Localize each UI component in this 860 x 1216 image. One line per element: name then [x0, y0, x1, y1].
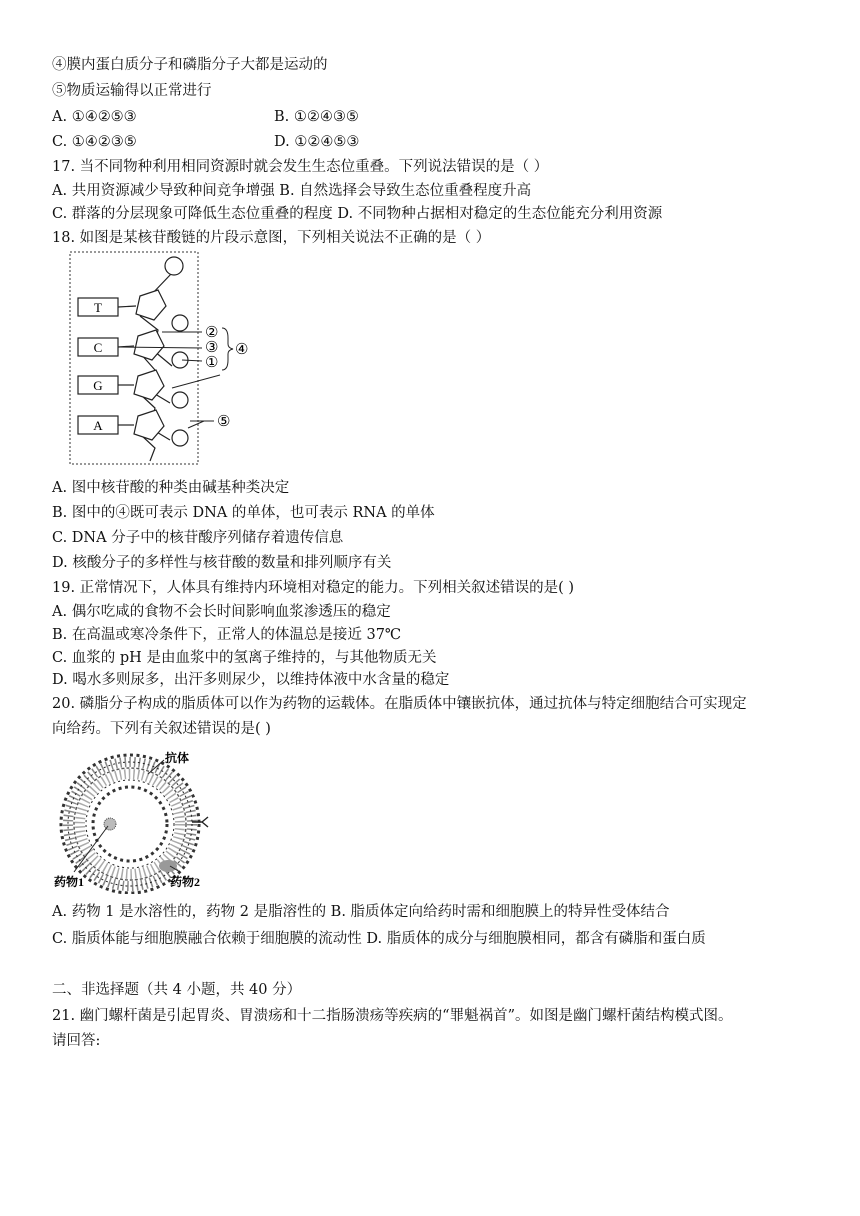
liposome-figure [52, 748, 222, 894]
base-label: G [93, 378, 103, 393]
label-antibody: 抗体 [165, 751, 190, 765]
q17-options-cd: C. 群落的分层现象可降低生态位重叠的程度 D. 不同物种占据相对稳定的生态位能充分利用资源 [52, 206, 663, 222]
q18-option-d: D. 核酸分子的多样性与核苷酸的数量和排列顺序有关 [52, 555, 392, 571]
q16-option-d: D. ①②④⑤③ [274, 134, 360, 150]
q19-option-c: C. 血浆的 pH 是由血浆中的氢离子维持的，与其他物质无关 [52, 650, 437, 666]
q19-option-a: A. 偶尔吃咸的食物不会长时间影响血浆渗透压的稳定 [52, 604, 391, 620]
statement-5: ⑤物质运输得以正常进行 [52, 83, 212, 99]
label-4: ④ [235, 342, 249, 358]
q20-options-ab: A. 药物 1 是水溶性的，药物 2 是脂溶性的 B. 脂质体定向给药时需和细胞膜上的特异性受体结合 [52, 904, 670, 920]
q21-stem-line2: 请回答: [52, 1033, 101, 1049]
q19-stem: 19. 正常情况下，人体具有维持内环境相对稳定的能力。下列相关叙述错误的是( ) [52, 580, 575, 596]
q20-stem-line1: 20. 磷脂分子构成的脂质体可以作为药物的运载体。在脂质体中镶嵌抗体，通过抗体与特定细胞结合可实现定 [52, 696, 747, 712]
q17-stem: 17. 当不同物种利用相同资源时就会发生生态位重叠。下列说法错误的是（ ） [52, 159, 549, 175]
label-1: ① [205, 355, 219, 371]
q18-stem: 18. 如图是某核苷酸链的片段示意图，下列相关说法不正确的是（ ） [52, 230, 491, 246]
q20-stem-line2: 向给药。下列有关叙述错误的是( ) [52, 721, 271, 737]
q18-option-a: A. 图中核苷酸的种类由碱基种类决定 [52, 480, 290, 496]
q17-options-ab: A. 共用资源减少导致种间竞争增强 B. 自然选择会导致生态位重叠程度升高 [52, 183, 532, 199]
section-heading: 二、非选择题（共 4 小题，共 40 分） [52, 982, 302, 998]
q20-options-cd: C. 脂质体能与细胞膜融合依赖于细胞膜的流动性 D. 脂质体的成分与细胞膜相同，都含有磷脂和蛋白质 [52, 931, 706, 947]
q16-option-a: A. ①④②⑤③ [52, 109, 137, 125]
base-label: A [93, 418, 103, 433]
label-5: ⑤ [217, 414, 231, 430]
label-drug2: 药物2 [170, 875, 201, 889]
q18-option-c: C. DNA 分子中的核苷酸序列储存着遗传信息 [52, 530, 344, 546]
label-drug1: 药物1 [54, 875, 85, 889]
q19-option-d: D. 喝水多则尿多，出汗多则尿少，以维持体液中水含量的稳定 [52, 672, 450, 688]
statement-4: ④膜内蛋白质分子和磷脂分子大都是运动的 [52, 57, 328, 73]
base-label: T [94, 300, 102, 315]
label-3: ③ [205, 340, 219, 356]
q16-option-c: C. ①④②③⑤ [52, 134, 137, 150]
q21-stem-line1: 21. 幽门螺杆菌是引起胃炎、胃溃疡和十二指肠溃疡等疾病的“罪魁祸首”。如图是幽门螺杆菌结构模式图。 [52, 1008, 733, 1024]
q19-option-b: B. 在高温或寒冷条件下，正常人的体温总是接近 37℃ [52, 627, 402, 643]
q18-option-b: B. 图中的④既可表示 DNA 的单体，也可表示 RNA 的单体 [52, 505, 435, 521]
base-label: C [93, 340, 103, 355]
label-2: ② [205, 325, 219, 341]
nucleotide-chain-figure [62, 248, 252, 468]
q16-option-b: B. ①②④③⑤ [274, 109, 359, 125]
